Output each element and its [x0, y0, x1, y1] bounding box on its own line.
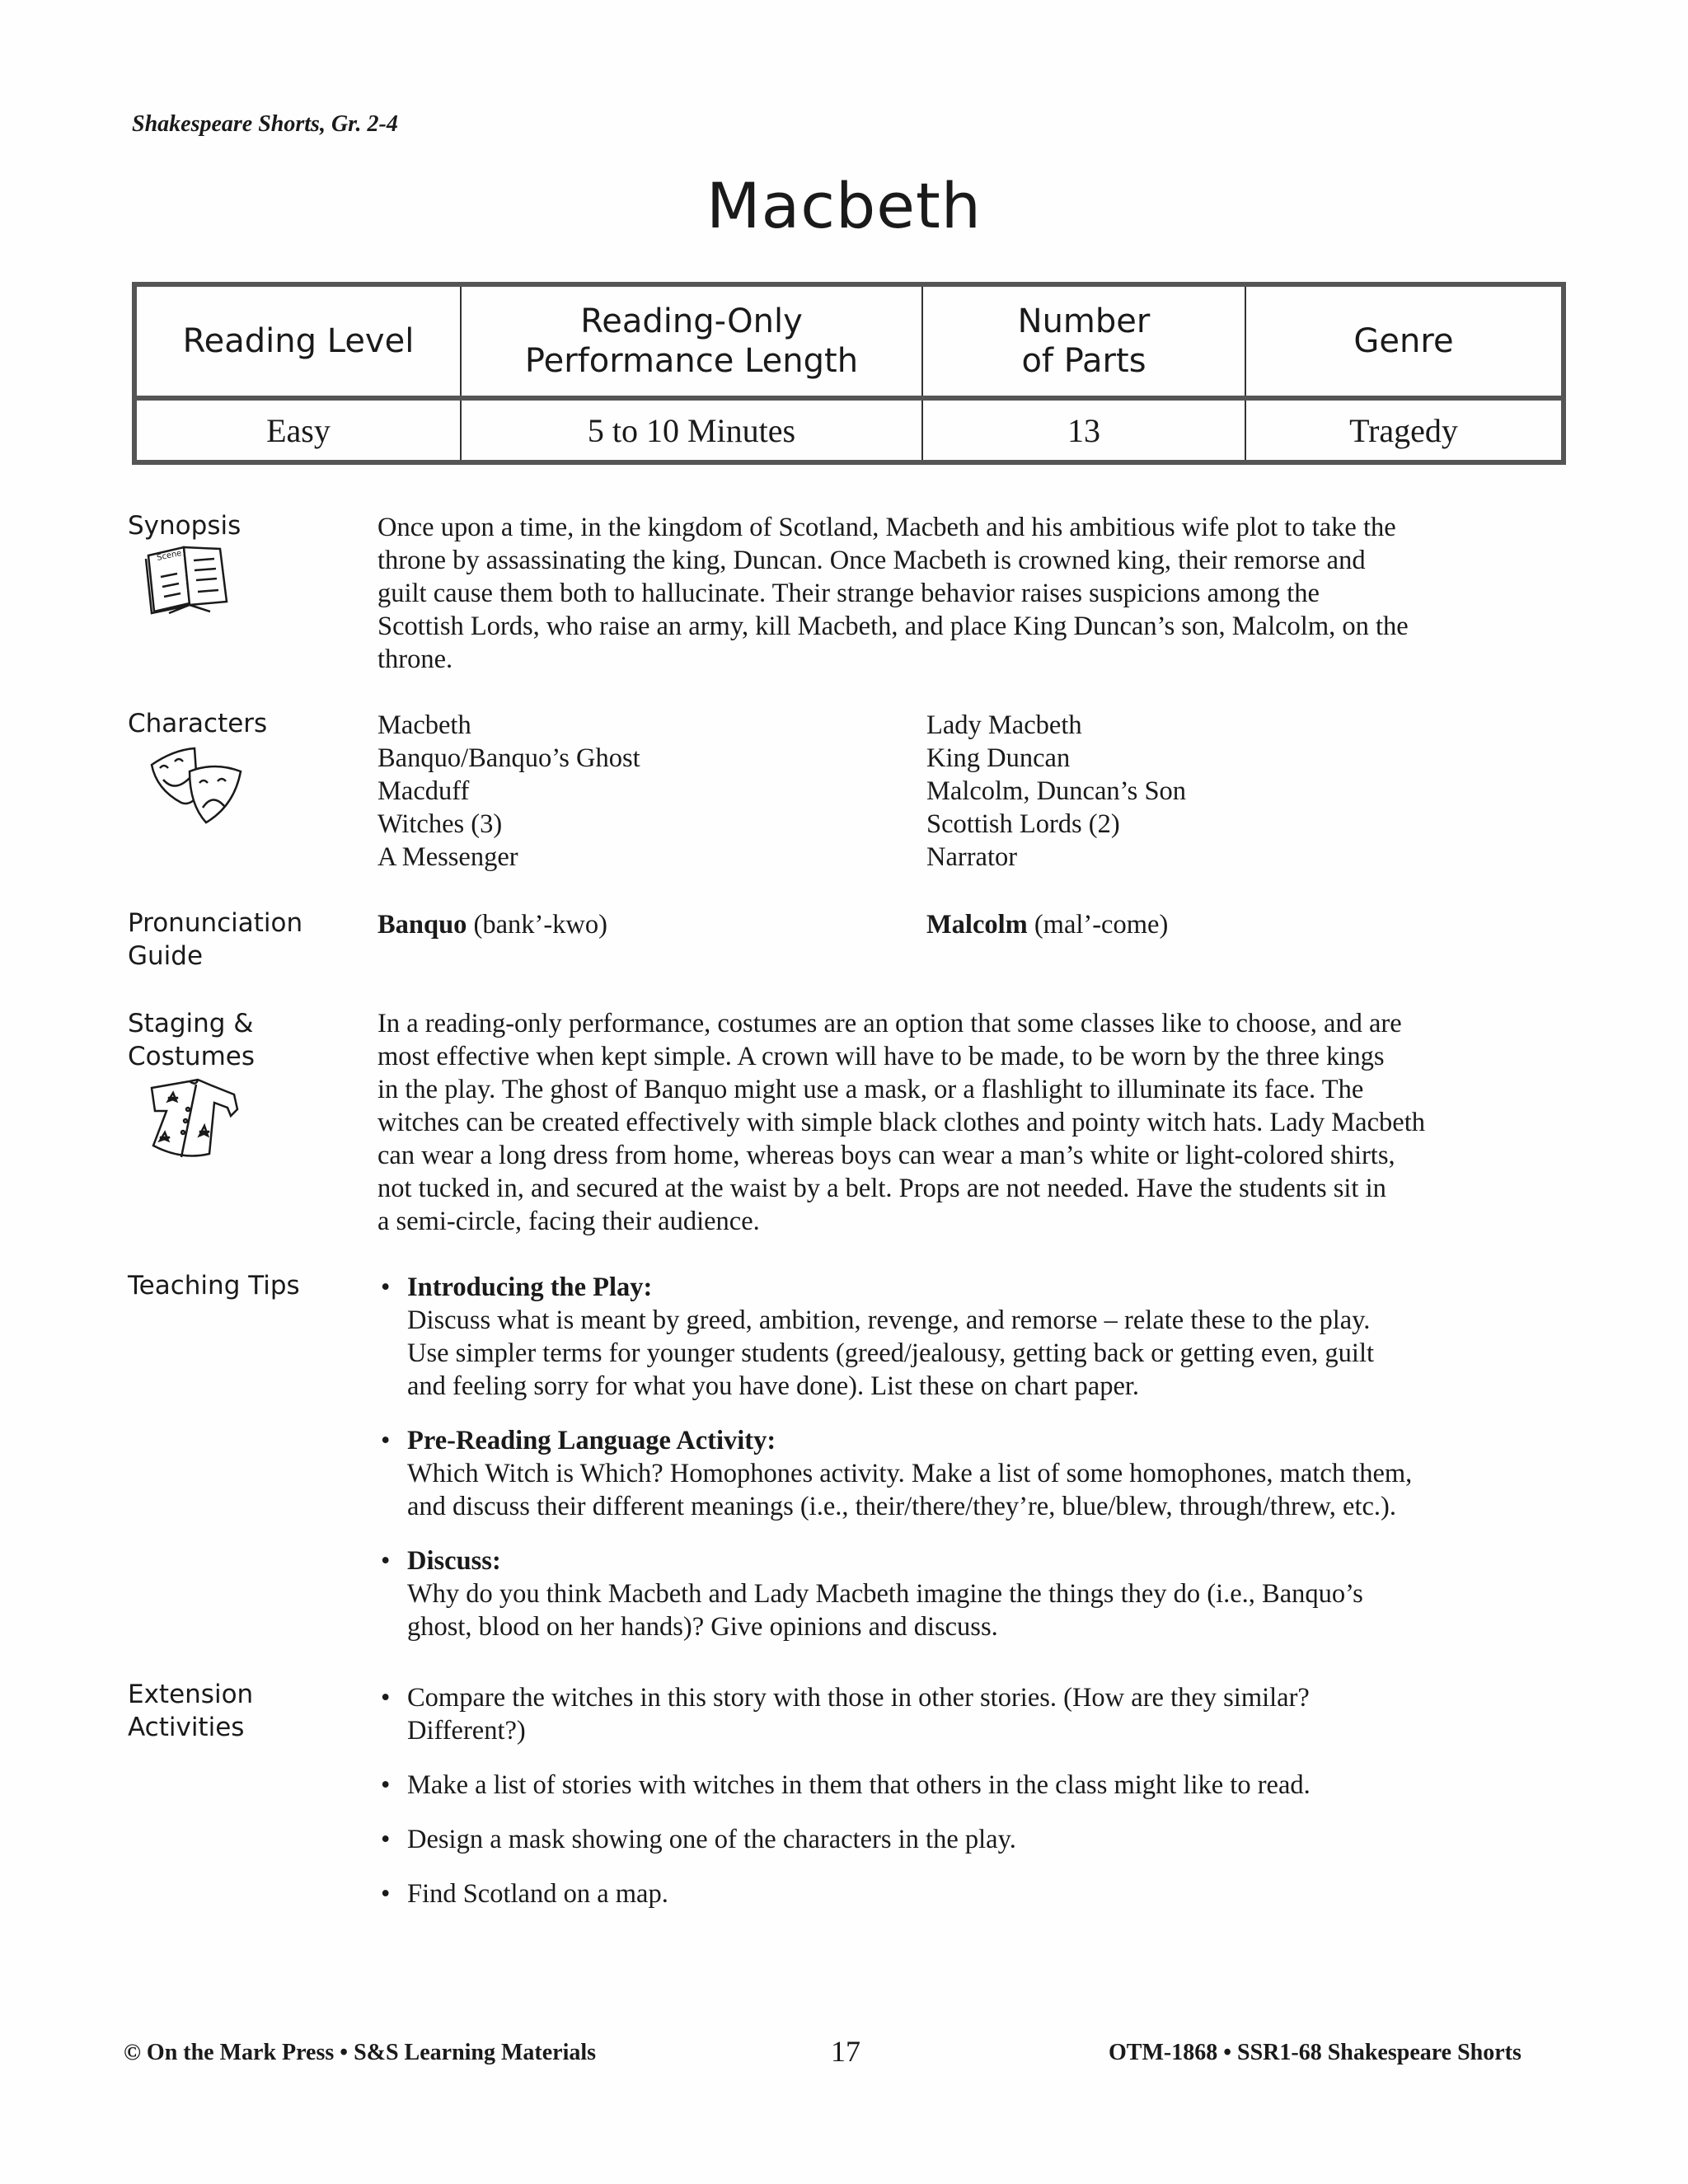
teaching-tips-list	[377, 1271, 1581, 1643]
character-item: Narrator	[926, 842, 1018, 872]
info-table-header-row	[134, 284, 1564, 398]
extension-item: • Find Scotland on a map.	[377, 1877, 1581, 1910]
pronunciation-entry: Banquo (bank’-kwo)	[377, 910, 607, 940]
info-table-value-row	[134, 398, 1564, 462]
synopsis-label: Synopsis	[128, 511, 241, 541]
extension-item: • Make a list of stories with witches in them that others in the class might like to read.	[377, 1769, 1581, 1802]
character-item: King Duncan	[926, 743, 1071, 773]
footer-publisher: © On the Mark Press • S&S Learning Materials	[124, 2040, 597, 2065]
character-item: Scottish Lords (2)	[926, 809, 1120, 839]
pronunciation-entry: Malcolm (mal’-come)	[926, 910, 1169, 940]
pronunciation-label: Pronunciation Guide	[128, 908, 303, 971]
character-item: Banquo/Banquo’s Ghost	[377, 743, 640, 773]
synopsis-text: Once upon a time, in the kingdom of Scotland, Macbeth and his ambitious wife plot to take the throne by assassinating the king, Duncan. Once Macbeth is crowned king, their remorse and guilt cause them both to hallucinate. Their strange behavior raises suspicions among the Scottish Lords, who raise an army, kill Macbeth, and place King Duncan’s son, Malcolm, on the throne.	[377, 513, 1409, 674]
teaching-tip-item: • Introducing the Play: Discuss what is meant by greed, ambition, revenge, and remorse – relate these to the play. Use simpler terms for younger students (greed/jealousy, getting back or getting even, guilt and feeling sorry for what you have done). List these on chart paper.	[377, 1271, 1581, 1403]
staging-costumes-label: Staging & Costumes	[128, 1009, 255, 1071]
extension-activities-label: Extension Activities	[128, 1680, 254, 1742]
character-item: Witches (3)	[377, 809, 503, 839]
value-reading-level: Easy	[134, 398, 461, 462]
open-book-icon	[144, 546, 235, 619]
costume-coat-icon	[148, 1078, 243, 1164]
footer-product-code: OTM-1868 • SSR1-68 Shakespeare Shorts	[1109, 2040, 1522, 2065]
character-item: A Messenger	[377, 842, 518, 872]
teaching-tip-item: • Pre-Reading Language Activity: Which Witch is Which? Homophones activity. Make a list of some homophones, match them, and discuss their different meanings (i.e., their/there/they’re, blue/blew, through/threw, etc.).	[377, 1424, 1581, 1523]
page-title: Macbeth	[706, 169, 982, 242]
extension-item: • Design a mask showing one of the characters in the play.	[377, 1823, 1581, 1856]
value-performance-length: 5 to 10 Minutes	[461, 398, 922, 462]
characters-list-right	[926, 709, 1186, 874]
teaching-tip-item: • Discuss: Why do you think Macbeth and Lady Macbeth imagine the things they do (i.e., Banquo’s ghost, blood on her hands)? Give opinions and discuss.	[377, 1544, 1581, 1643]
svg-text:Scene: Scene	[156, 548, 183, 563]
teaching-tips-label: Teaching Tips	[128, 1271, 300, 1301]
extension-item: • Compare the witches in this story with those in other stories. (How are they similar? Different?)	[377, 1681, 1581, 1747]
character-item: Lady Macbeth	[926, 710, 1082, 740]
character-item: Macbeth	[377, 710, 471, 740]
series-title: Shakespeare Shorts, Gr. 2-4	[132, 111, 398, 137]
extension-activities-list	[377, 1681, 1581, 1910]
header-performance-length: Reading-Only Performance Length	[461, 284, 922, 398]
theater-masks-icon	[148, 747, 247, 828]
page-number: 17	[831, 2035, 860, 2068]
characters-list-left	[377, 709, 640, 874]
info-table	[132, 282, 1566, 465]
character-item: Malcolm, Duncan’s Son	[926, 776, 1187, 806]
character-item: Macduff	[377, 776, 470, 806]
value-number-of-parts: 13	[922, 398, 1245, 462]
header-reading-level: Reading Level	[134, 284, 461, 398]
value-genre: Tragedy	[1245, 398, 1564, 462]
header-number-of-parts: Number of Parts	[922, 284, 1245, 398]
staging-costumes-text: In a reading-only performance, costumes are an option that some classes like to choose, and are most effective when kept simple. A crown will have to be made, to be worn by the three kings in the play. The ghost of Banquo might use a mask, or a flashlight to illuminate its face. The witches can be created effectively with simple black clothes and pointy witch hats. Lady Macbeth can wear a long dress from home, whereas boys can wear a man’s white or light-colored shirts, not tucked in, and secured at the waist by a belt. Props are not needed. Have the students sit in a semi-circle, facing their audience.	[377, 1009, 1425, 1236]
characters-label: Characters	[128, 709, 268, 738]
header-genre: Genre	[1245, 284, 1564, 398]
